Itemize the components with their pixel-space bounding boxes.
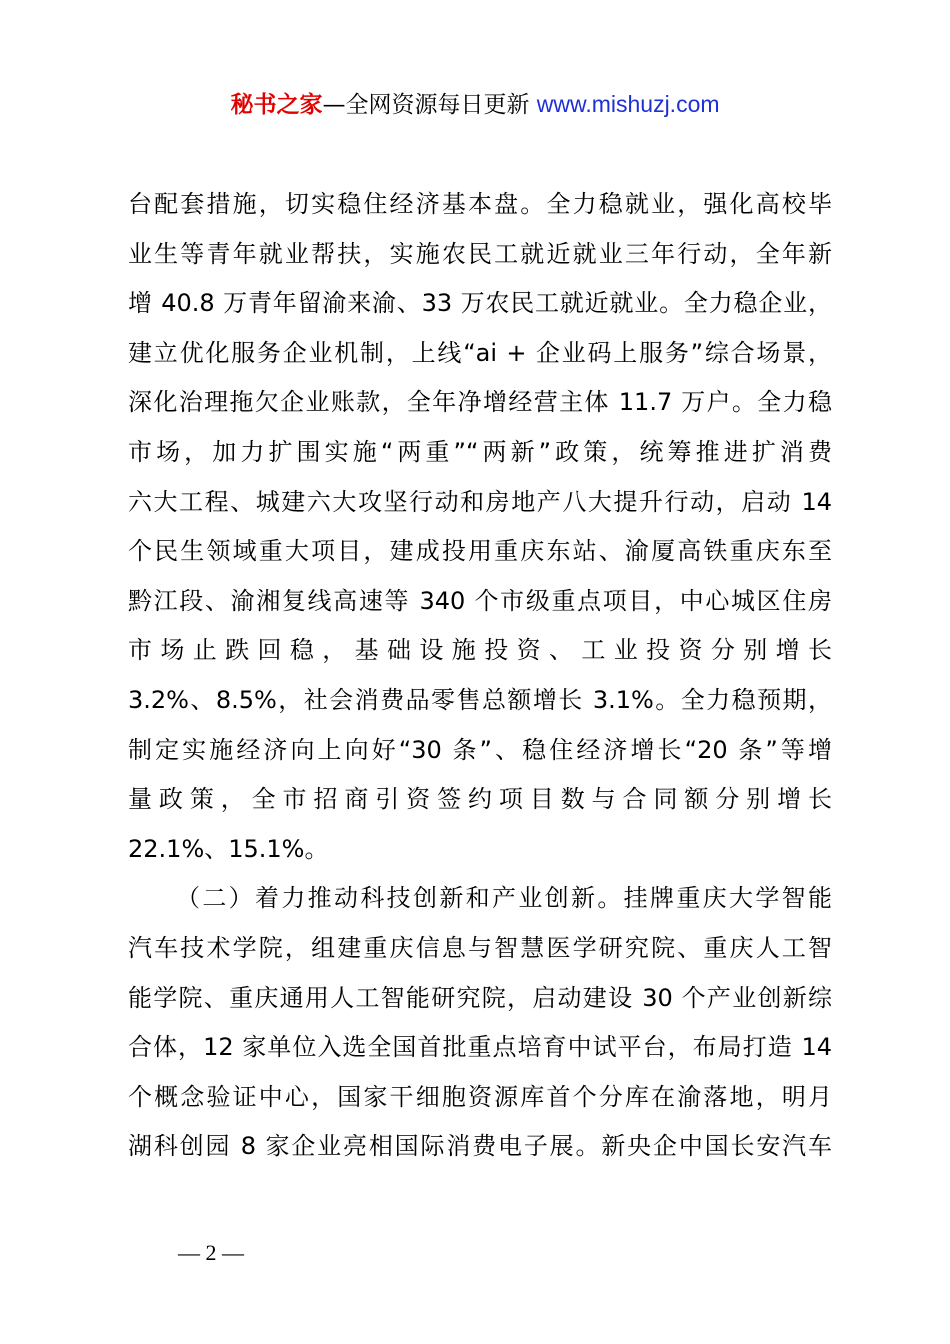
brand-name: 秘书之家: [230, 92, 323, 118]
text-line: 能学院、重庆通用人工智能研究院，启动建设 30 个产业创新综: [128, 983, 832, 1012]
text-line: 增 40.8 万青年留渝来渝、33 万农民工就近就业。全力稳企业，: [128, 289, 832, 318]
text-line: 量政策，全市招商引资签约项目数与合同额分别增长: [128, 785, 832, 814]
text-line: 湖科创园 8 家企业亮相国际消费电子展。新央企中国长安汽车: [128, 1132, 832, 1161]
page-number: — 2 —: [178, 1240, 244, 1265]
text-line: 个概念验证中心，国家干细胞资源库首个分库在渝落地，明月: [128, 1082, 832, 1111]
text-line: 市场止跌回稳，基础设施投资、工业投资分别增长: [128, 636, 832, 665]
document-body: [128, 180, 832, 1172]
text-line: 六大工程、城建六大攻坚行动和房地产八大提升行动，启动 14: [128, 487, 832, 516]
text-line: 台配套措施，切实稳住经济基本盘。全力稳就业，强化高校毕: [128, 190, 832, 218]
text-line: 汽车技术学院，组建重庆信息与智慧医学研究院、重庆人工智: [128, 933, 832, 962]
section-heading-line: （二）着力推动科技创新和产业创新。挂牌重庆大学智能: [176, 884, 832, 913]
text-line: 建立优化服务企业机制，上线“ai + 企业码上服务”综合场景，: [128, 338, 832, 367]
header-tagline: —全网资源每日更新: [322, 92, 537, 118]
text-line: 3.2%、8.5%，社会消费品零售总额增长 3.1%。全力稳预期，: [128, 685, 832, 714]
text-line: 个民生领域重大项目，建成投用重庆东站、渝厦高铁重庆东至: [128, 537, 832, 566]
text-line: 制定实施经济向上向好“30 条”、稳住经济增长“20 条”等增: [128, 735, 832, 764]
text-line: 合体，12 家单位入选全国首批重点培育中试平台，布局打造 14: [128, 1033, 832, 1062]
text-line: 黔江段、渝湘复线高速等 340 个市级重点项目，中心城区住房: [128, 586, 832, 615]
website-link[interactable]: www.mishuzj.com: [536, 91, 720, 117]
document-header: [0, 88, 950, 121]
text-line: 业生等青年就业帮扶，实施农民工就近就业三年行动，全年新: [128, 239, 832, 268]
text-line: 深化治理拖欠企业账款，全年净增经营主体 11.7 万户。全力稳: [128, 388, 832, 417]
text-line: 22.1%、15.1%。: [128, 834, 329, 863]
text-line: 市场，加力扩围实施“两重”“两新”政策，统筹推进扩消费: [128, 437, 832, 466]
